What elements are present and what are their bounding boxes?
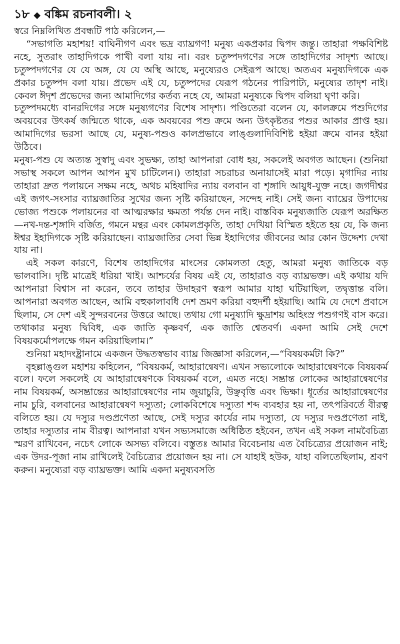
paragraph: বৃহল্লাঙ্গুল মহাশয় কহিলেন, “বিষয়কর্ম, আহারান্বেষণ। এখন সভ্যলোকে আহারান্বেষণকে বিষয়কর্ম বলে। ফলে সকলেই যে আহারান্বেষণকে বিষয়কর্ম বলে, এমত নহে। সম্ভ্রান্ত লোকের আহারান্বেষণের নাম বিষয়কর্ম, অসম্ভ্রান্তের আহারান্বেষণের নাম জুয়াচুরি, উঞ্ছবৃত্তি এবং ভিক্ষা। ধূর্তের আহারান্বেষণের নাম চুরি, বলবানের আহারান্বেষণ দস্যুতা; লোকবিশেষে দস্যুতা শব্দ ব্যবহার হয় না, তৎপরিবর্তে বীরত্ব বলিতে হয়। যে দস্যুর দণ্ডপ্রণেতা আছে, সেই দস্যুর কার্যের নাম দস্যুতা, যে দস্যুর দণ্ডপ্রণেতা নাই, তাহার দস্যুতার নাম বীরত্ব। আপনারা যখন সভ্যসমাজে অধিষ্ঠিত হইবেন, তখন এই সকল নামবৈচিত্র্য স্মরণ রাখিবেন, নচেৎ লোকে অসভ্য বলিবে। বস্তুতঃ আমার বিবেচনায় এত বৈচিত্র্যের প্রয়োজন নাই; এক উদর-পূজা নাম রাখিলেই বৈচিত্র্যের প্রয়োজন হয় না। সে যাহাই হউক, যাহা বলিতেছিলাম, শ্রবণ করুন। মনুষ্যেরা বড় ব্যাঘ্রভক্ত। আমি একদা মনুষ্যবসতি	[14, 361, 388, 476]
body-text	[14, 26, 388, 478]
paragraph: স্বরে নিম্নলিখিত প্রবন্ধটি পাঠ করিলেন,—	[14, 26, 166, 37]
paragraph: “সভাগতি মহাশয়! বাঘিনীগণ এবং ভদ্র ব্যাঘ্রগণ! মনুষ্য একপ্রকার দ্বিপদ জন্তু। তাহারা পক্ষবিশিষ্ট নহে, সুতরাং তাহাদিগকে পাখী বলা যায় না। বরং চতুষ্পদগণের সঙ্গে তাহাদিগের সাদৃশ্য আছে। চতুষ্পদগণের যে যে অঙ্গ, যে যে অস্থি আছে, মনুষ্যেরও সেইরূপ আছে। অতএব মনুষ্যদিগকে এক প্রকার চতুষ্পদ বলা যায়। প্রভেদ এই যে, চতুষ্পদের যেরূপ গঠনের পারিপাট্য, মনুষ্যের তাদৃশ নাই। কেবল ঈদৃশ প্রভেদের জন্য আমাদিগের কর্তব্য নহে যে, আমরা মনুষ্যকে দ্বিপদ বলিয়া ঘৃণা করি।	[14, 38, 388, 102]
paragraph: মনুষ্য-পশু যে অত্যন্ত সুস্বাদু এবং সুভক্ষ্য, তাহা আপনারা বোধ হয়, সকলেই অবগত আছেন। (শুনিয়া সভাস্থ সকলে আপন আপন মুখ চাটিলেন।) তাহারা সচরাচর অনায়াসেই মারা পড়ে। মৃগাদির ন্যায় তাহারা দ্রুত পলায়নে সক্ষম নহে, অথচ মহিষাদির ন্যায় বলবান বা শৃঙ্গাদি আয়ুধ-যুক্ত নহে। জগদীশ্বর এই জগৎ-সংসার ব্যাঘ্রজাতির সুখের জন্য সৃষ্টি করিয়াছেন, সন্দেহ নাই। সেই জন্য ব্যাঘ্রের উপাদেয় ভোজ্য পশুকে পলায়নের বা আত্মরক্ষার ক্ষমতা পর্যন্ত দেন নাই। বাস্তবিক মনুষ্যজাতি যেরূপ অরক্ষিত—নখ-দন্ত-শৃঙ্গাদি বর্জিত, গমনে মন্থর এবং কোমলপ্রকৃতি, তাহা দেখিয়া বিস্মিত হইতে হয় যে, কি জন্য ঈশ্বর ইহাদিগকে সৃষ্টি করিয়াছেন। ব্যাঘ্রজাতির সেবা ভিন্ন ইহাদিগের জীবনের আর কোন উদ্দেশ্য দেখা যায় না।	[14, 155, 388, 257]
page-number: ১৮	[14, 7, 30, 21]
paragraph: শুনিয়া মহাদংষ্ট্রানামে একজন উদ্ধতস্বভাব ব্যাঘ্র জিজ্ঞাসা করিলেন,—“বিষয়কর্মটা কি?”	[26, 348, 345, 360]
paragraph: এই সকল কারণে, বিশেষ তাহাদিগের মাংসের কোমলতা হেতু, আমরা মনুষ্য জাতিকে বড় ভালবাসি। দৃষ্টি মাত্রেই ধরিয়া খাই। আশ্চর্যের বিষয় এই যে, তাহারাও বড় ব্যাঘ্রভক্ত। এই কথায় যদি আপনারা বিশ্বাস না করেন, তবে তাহার উদাহরণ স্বরূপ আমার যাহা ঘটিয়াছিল, তদ্বৃত্তান্ত বলি। আপনারা অবগত আছেন, আমি বহুকালাবধি দেশ ভ্রমণ করিয়া বহুদর্শী হইয়াছি। আমি যে দেশে প্রবাসে ছিলাম, সে দেশ এই সুন্দরবনের উত্তরে আছে। তথায় গো মনুষ্যাদি ক্ষুদ্রাশয় অহিংস্র পশুগণই বাস করে। তথাকার মনুষ্য দ্বিবিধ, এক জাতি কৃষ্ণবর্ণ, এক জাতি শ্বেতবর্ণ। একদা আমি সেই দেশে বিষয়কর্মোপলক্ষে গমন করিয়াছিলাম।”	[14, 258, 388, 347]
diamond-separator-icon: ◆	[33, 11, 41, 21]
page-header	[14, 6, 388, 26]
book-title: বঙ্কিম রচনাবলী। ২	[44, 7, 133, 21]
paragraph: চতুষ্পদমধ্যে বানরদিগের সঙ্গে মনুষ্যগণের বিশেষ সাদৃশ্য। পণ্ডিতেরা বলেন যে, কালক্রমে পশুদিগের অবয়বের উৎকর্ষ জন্মিতে থাকে, এক অবয়বের পশু ক্রমে অন্য উৎকৃষ্টতর পশুর আকার প্রাপ্ত হয়। আমাদিগের ভরসা আছে যে, মনুষ্য-পশুও কালপ্রভাবে লাঙ্গুলাদিবিশিষ্ট হইয়া ক্রমে বানর হইয়া উঠিবে।	[14, 103, 388, 154]
